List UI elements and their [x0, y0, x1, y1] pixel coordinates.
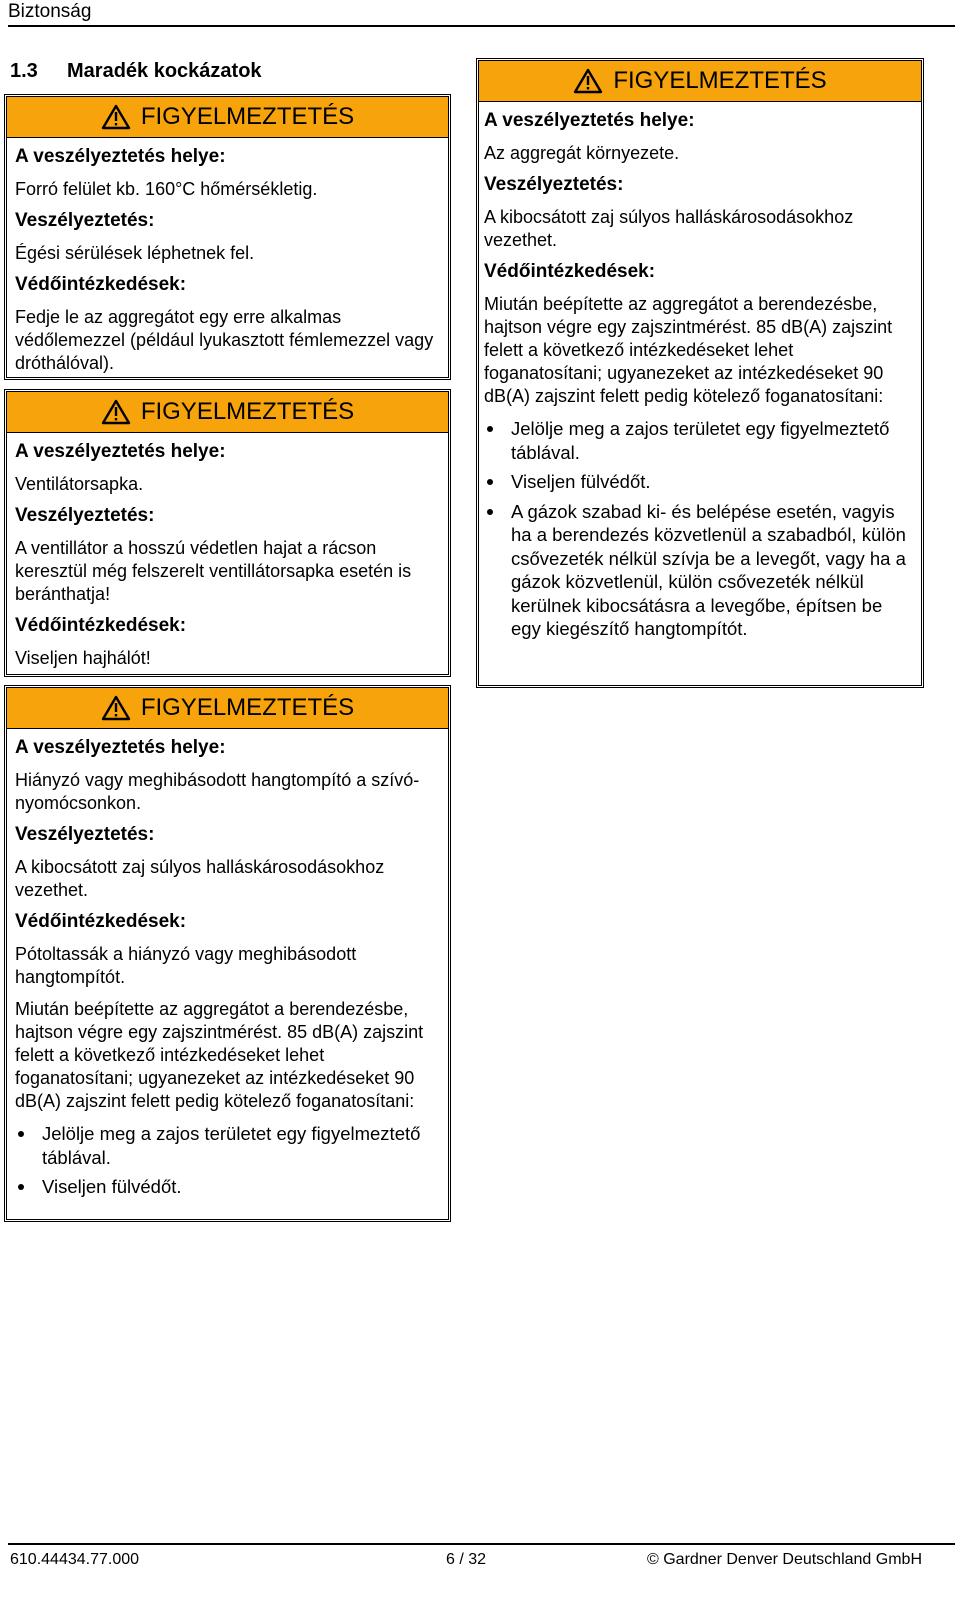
hazard-label: Veszélyeztetés: — [15, 824, 155, 845]
measures-text: Viseljen hajhálót! — [15, 648, 151, 668]
list-item: Viseljen fülvédőt. — [15, 1175, 442, 1199]
measures-list — [484, 417, 915, 641]
location-text: Forró felület kb. 160°C hőmérsékletig. — [15, 179, 318, 199]
measures-text: Pótoltassák a hiányzó vagy meghibásodott hangtompítót. — [15, 944, 357, 987]
footer-divider — [8, 1543, 955, 1545]
warning-triangle-icon — [101, 104, 131, 130]
hazard-label: Veszélyeztetés: — [484, 174, 624, 195]
location-label: A veszélyeztetés helye: — [484, 110, 695, 131]
measures-text: Miután beépítette az aggregátot a berendezésbe, hajtson végre egy zajszintmérést. 85 dB(A) zajszint felett a következő intézkedéseket lehet foganatosítani; ugyanezeket az intézkedéseket 90 dB(A) zajszint felett pedig kötelező foganatosítani: — [484, 294, 893, 406]
footer-page-number: 6 / 32 — [446, 1551, 487, 1568]
list-item: Jelölje meg a zajos területet egy figyelmeztető táblával. — [484, 417, 915, 464]
page-header-title: Biztonság — [8, 1, 92, 22]
warning-triangle-icon — [101, 695, 131, 721]
list-item: Viseljen fülvédőt. — [484, 470, 915, 494]
hazard-label: Veszélyeztetés: — [15, 210, 155, 231]
measures-label: Védőintézkedések: — [15, 615, 187, 636]
footer-copyright: © Gardner Denver Deutschland GmbH — [646, 1551, 922, 1568]
warning-heading: FIGYELMEZTETÉS — [140, 398, 355, 425]
location-text: Az aggregát környezete. — [484, 143, 680, 163]
location-label: A veszélyeztetés helye: — [15, 737, 226, 758]
hazard-label: Veszélyeztetés: — [15, 505, 155, 526]
section-heading — [10, 58, 262, 84]
measures-list — [15, 1122, 442, 1199]
warning-header — [7, 688, 448, 729]
warning-box-hot-surface — [4, 94, 451, 380]
warning-box-missing-silencer — [4, 685, 451, 1222]
hazard-text: Égési sérülések léphetnek fel. — [15, 243, 255, 263]
hazard-text: A kibocsátott zaj súlyos halláskárosodásokhoz vezethet. — [15, 857, 385, 900]
warning-header — [7, 392, 448, 433]
location-text: Ventilátorsapka. — [15, 474, 144, 494]
measures-text: Fedje le az aggregátot egy erre alkalmas védőlemezzel (például lyukasztott fémlemezzel vagy dróthálóval). — [15, 307, 434, 373]
warning-triangle-icon — [573, 68, 603, 94]
warning-heading: FIGYELMEZTETÉS — [140, 103, 355, 130]
location-label: A veszélyeztetés helye: — [15, 441, 226, 462]
hazard-text: A kibocsátott zaj súlyos halláskárosodásokhoz vezethet. — [484, 207, 854, 250]
location-label: A veszélyeztetés helye: — [15, 146, 226, 167]
warning-box-fan-cover — [4, 389, 451, 677]
footer-doc-number: 610.44434.77.000 — [10, 1551, 140, 1568]
location-text: Hiányzó vagy meghibásodott hangtompító a szívó-nyomócsonkon. — [15, 770, 420, 813]
measures-text-detail: Miután beépítette az aggregátot a berendezésbe, hajtson végre egy zajszintmérést. 85 dB(A) zajszint felett a következő intézkedéseket lehet foganatosítani; ugyanezeket az intézkedéseket 90 dB(A) zajszint felett pedig kötelező foganatosítani: — [15, 999, 424, 1111]
measures-label: Védőintézkedések: — [15, 911, 187, 932]
warning-triangle-icon — [101, 399, 131, 425]
warning-heading: FIGYELMEZTETÉS — [140, 694, 355, 721]
warning-header — [7, 97, 448, 138]
measures-label: Védőintézkedések: — [484, 261, 656, 282]
warning-box-unit-environment — [476, 58, 924, 688]
measures-label: Védőintézkedések: — [15, 274, 187, 295]
warning-header — [479, 61, 921, 102]
list-item: Jelölje meg a zajos területet egy figyelmeztető táblával. — [15, 1122, 442, 1169]
header-divider — [8, 25, 955, 27]
list-item: A gázok szabad ki- és belépése esetén, vagyis ha a berendezés közvetlenül a szabadból, külön csővezeték nélkül szívja be a levegőt, vagy ha a gázok közvetlenül, külön csővezeték nélkül kerülnek kibocsátásra a levegőbe, építsen be egy kiegészítő hangtompítót. — [484, 500, 915, 641]
warning-heading: FIGYELMEZTETÉS — [613, 67, 827, 94]
hazard-text: A ventillátor a hosszú védetlen hajat a rácson keresztül még felszerelt ventillátorsapka esetén is beránthatja! — [15, 538, 412, 604]
section-number: 1.3 — [10, 60, 38, 82]
section-title: Maradék kockázatok — [67, 60, 262, 82]
